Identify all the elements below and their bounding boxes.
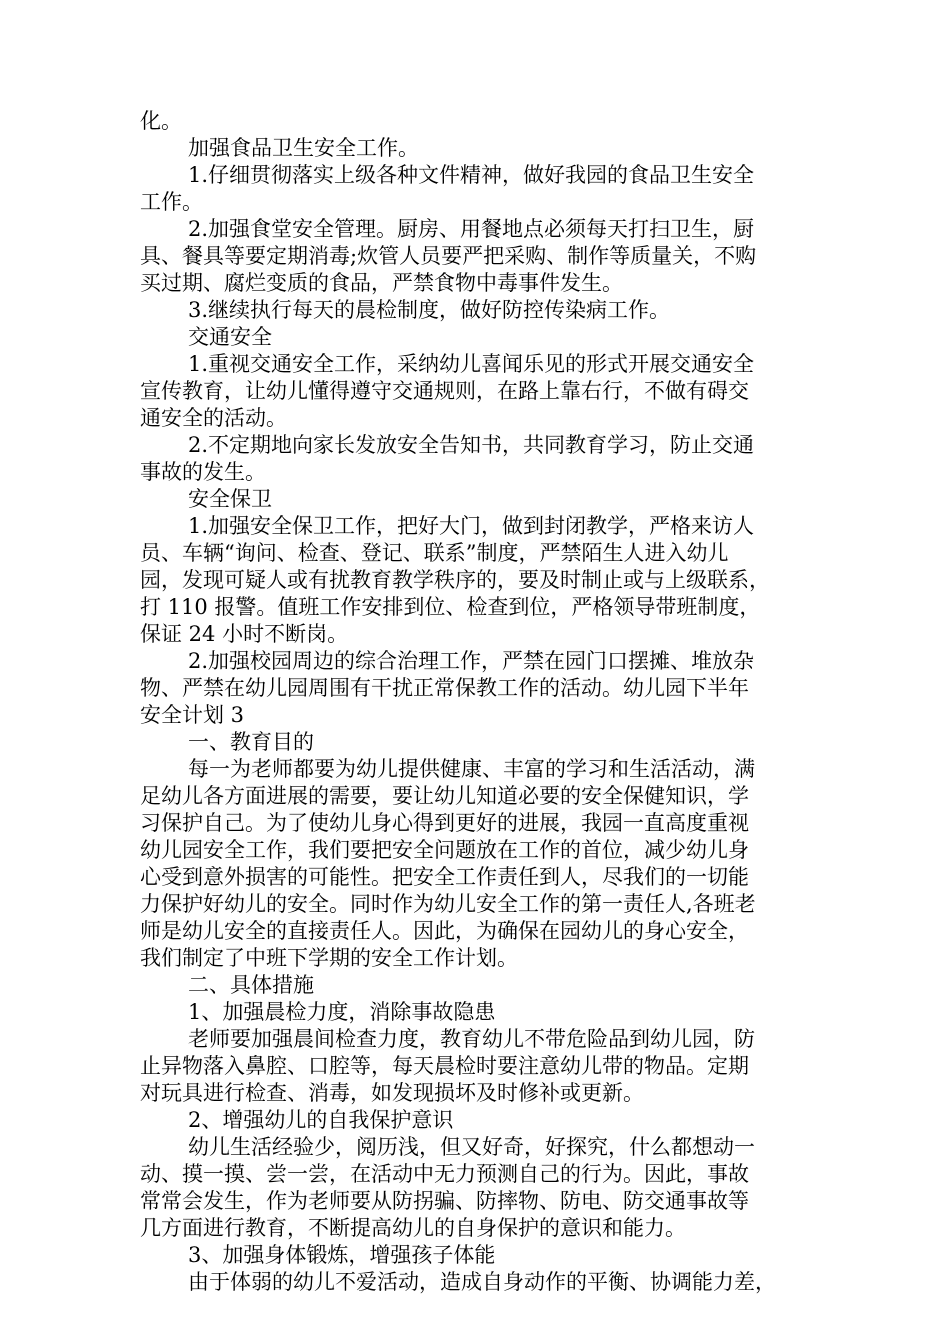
text-line: 2.加强校园周边的综合治理工作，严禁在园门口摆摊、堆放杂 xyxy=(188,649,755,673)
text-line: 打 110 报警。值班工作安排到位、检查到位，严格领导带班制度， xyxy=(140,595,761,619)
text-line: 3.继续执行每天的晨检制度，做好防控传染病工作。 xyxy=(188,298,671,322)
text-line: 1.加强安全保卫工作，把好大门，做到封闭教学，严格来访人 xyxy=(188,514,755,538)
text-line: 足幼儿各方面进展的需要，要让幼儿知道必要的安全保健知识，学 xyxy=(140,784,749,808)
text-line: 每一为老师都要为幼儿提供健康、丰富的学习和生活活动，满 xyxy=(188,757,755,781)
text-line: 我们制定了中班下学期的安全工作计划。 xyxy=(140,946,518,970)
text-line: 化。 xyxy=(140,109,182,133)
text-line: 事故的发生。 xyxy=(140,460,266,484)
text-line: 由于体弱的幼儿不爱活动，造成自身动作的平衡、协调能力差， xyxy=(188,1270,776,1294)
text-line: 心受到意外损害的可能性。把安全工作责任到人，尽我们的一切能 xyxy=(140,865,749,889)
text-line: 宣传教育，让幼儿懂得遵守交通规则，在路上靠右行，不做有碍交 xyxy=(140,379,749,403)
text-line: 买过期、腐烂变质的食品，严禁食物中毒事件发生。 xyxy=(140,271,623,295)
text-line: 安全计划 3 xyxy=(140,703,245,727)
text-line: 一、教育目的 xyxy=(188,730,314,754)
text-line: 2.加强食堂安全管理。厨房、用餐地点必须每天打扫卫生，厨 xyxy=(188,217,755,241)
text-line: 1.仔细贯彻落实上级各种文件精神，做好我园的食品卫生安全 xyxy=(188,163,755,187)
text-line: 老师要加强晨间检查力度，教育幼儿不带危险品到幼儿园，防 xyxy=(188,1027,755,1051)
text-line: 通安全的活动。 xyxy=(140,406,287,430)
text-line: 2、增强幼儿的自我保护意识 xyxy=(188,1108,454,1132)
text-line: 员、车辆“询问、检查、登记、联系”制度，严禁陌生人进入幼儿 xyxy=(140,541,729,565)
text-line: 对玩具进行检查、消毒，如发现损坏及时修补或更新。 xyxy=(140,1081,644,1105)
text-line: 保证 24 小时不断岗。 xyxy=(140,622,349,646)
text-line: 1.重视交通安全工作，采纳幼儿喜闻乐见的形式开展交通安全 xyxy=(188,352,755,376)
text-line: 动、摸一摸、尝一尝，在活动中无力预测自己的行为。因此，事故 xyxy=(140,1162,749,1186)
text-line: 习保护自己。为了使幼儿身心得到更好的进展，我园一直高度重视 xyxy=(140,811,749,835)
text-line: 师是幼儿安全的直接责任人。因此，为确保在园幼儿的身心安全， xyxy=(140,919,749,943)
text-line: 常常会发生，作为老师要从防拐骗、防摔物、防电、防交通事故等 xyxy=(140,1189,749,1213)
text-line: 力保护好幼儿的安全。同时作为幼儿安全工作的第一责任人,各班老 xyxy=(140,892,756,916)
text-line: 安全保卫 xyxy=(188,487,272,511)
text-line: 3、加强身体锻炼，增强孩子体能 xyxy=(188,1243,496,1267)
text-line: 几方面进行教育，不断提高幼儿的自身保护的意识和能力。 xyxy=(140,1216,686,1240)
text-line: 止异物落入鼻腔、口腔等，每天晨检时要注意幼儿带的物品。定期 xyxy=(140,1054,749,1078)
text-line: 园，发现可疑人或有扰教育教学秩序的，要及时制止或与上级联系， xyxy=(140,568,770,592)
text-line: 2.不定期地向家长发放安全告知书，共同教育学习，防止交通 xyxy=(188,433,755,457)
text-line: 工作。 xyxy=(140,190,203,214)
text-line: 加强食品卫生安全工作。 xyxy=(188,136,419,160)
document-body xyxy=(140,108,820,1296)
text-line: 幼儿生活经验少，阅历浅，但又好奇，好探究，什么都想动一 xyxy=(188,1135,755,1159)
text-line: 幼儿园安全工作，我们要把安全问题放在工作的首位，减少幼儿身 xyxy=(140,838,749,862)
text-line: 具、餐具等要定期消毒;炊管人员要严把采购、制作等质量关，不购 xyxy=(140,244,757,268)
text-line: 物、严禁在幼儿园周围有干扰正常保教工作的活动。幼儿园下半年 xyxy=(140,676,749,700)
text-line: 交通安全 xyxy=(188,325,272,349)
text-line: 1、加强晨检力度，消除事故隐患 xyxy=(188,1000,496,1024)
text-line: 二、具体措施 xyxy=(188,973,314,997)
